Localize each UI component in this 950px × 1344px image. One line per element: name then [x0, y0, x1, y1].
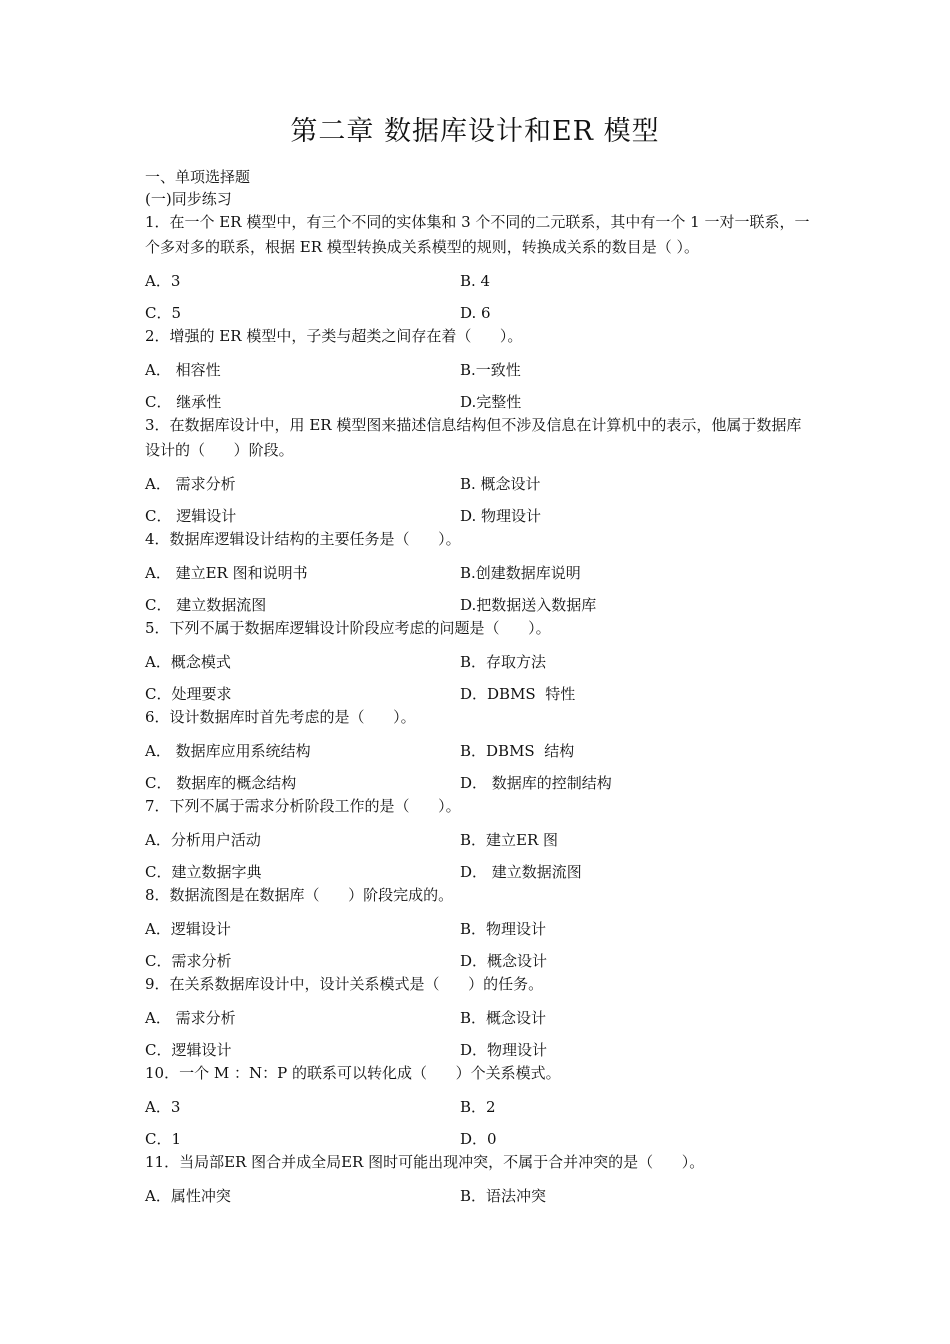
- option-c: C．处理要求: [145, 685, 232, 703]
- question-1: [145, 210, 810, 324]
- question-4: [145, 527, 810, 616]
- question-text: 8．数据流图是在数据库（ ）阶段完成的。: [145, 886, 454, 904]
- option-a: A． 建立ER 图和说明书: [145, 564, 308, 582]
- question-10: [145, 1061, 810, 1150]
- question-9: [145, 972, 810, 1061]
- question-6: [145, 705, 810, 794]
- option-c: C． 逻辑设计: [145, 507, 237, 525]
- question-8: [145, 883, 810, 972]
- option-a: A．概念模式: [145, 653, 231, 671]
- option-c: C． 建立数据流图: [145, 596, 267, 614]
- question-text: 1．在一个 ER 模型中，有三个不同的实体集和 3 个不同的二元联系，其中有一个 1 一对一联系，一个多对多的联系，根据 ER 模型转换成关系模型的规则，转换成关系的数目是（ ）。: [145, 213, 810, 256]
- option-b: B.一致性: [460, 361, 521, 379]
- question-text: 9．在关系数据库设计中，设计关系模式是（ ）的任务。: [145, 975, 544, 993]
- option-d: D．概念设计: [460, 952, 548, 970]
- option-b: B．概念设计: [460, 1009, 547, 1027]
- question-text: 10．一个 M ：N：P 的联系可以转化成（ ）个关系模式。: [145, 1064, 561, 1082]
- page-title: 第二章 数据库设计和ER 模型: [290, 116, 660, 147]
- question-2: [145, 324, 810, 413]
- option-d: D.完整性: [460, 393, 522, 411]
- option-b: B．物理设计: [460, 920, 547, 938]
- option-c: C． 数据库的概念结构: [145, 774, 297, 792]
- option-c: C．需求分析: [145, 952, 232, 970]
- option-a: A．属性冲突: [145, 1187, 231, 1205]
- question-text: 5．下列不属于数据库逻辑设计阶段应考虑的问题是（ ）。: [145, 619, 551, 637]
- option-b: B.创建数据库说明: [460, 564, 581, 582]
- section-heading: 一、单项选择题: [145, 168, 251, 186]
- question-text: 3．在数据库设计中，用 ER 模型图来描述信息结构但不涉及信息在计算机中的表示，他属于数据库设计的（ ）阶段。: [145, 416, 802, 459]
- option-d: D. 物理设计: [460, 507, 542, 525]
- question-text: 4．数据库逻辑设计结构的主要任务是（ ）。: [145, 530, 461, 548]
- option-d: D． 数据库的控制结构: [460, 774, 612, 792]
- question-11: [145, 1150, 810, 1207]
- option-b: B．存取方法: [460, 653, 547, 671]
- option-d: D．物理设计: [460, 1041, 548, 1059]
- option-b: B. 4: [460, 272, 491, 290]
- question-text: 6．设计数据库时首先考虑的是（ ）。: [145, 708, 416, 726]
- option-a: A．分析用户活动: [145, 831, 261, 849]
- option-c: C．逻辑设计: [145, 1041, 232, 1059]
- question-7: [145, 794, 810, 883]
- option-b: B．DBMS 结构: [460, 742, 575, 760]
- option-d: D． 建立数据流图: [460, 863, 582, 881]
- subsection-heading: (一)同步练习: [145, 190, 232, 208]
- question-text: 7．下列不属于需求分析阶段工作的是（ ）。: [145, 797, 461, 815]
- option-a: A． 相容性: [145, 361, 221, 379]
- option-d: D．DBMS 特性: [460, 685, 576, 703]
- option-d: D. 6: [460, 304, 491, 322]
- option-a: A．3: [145, 1098, 181, 1116]
- option-a: A．逻辑设计: [145, 920, 231, 938]
- option-d: D．0: [460, 1130, 497, 1148]
- option-a: A． 数据库应用系统结构: [145, 742, 311, 760]
- question-text: 2．增强的 ER 模型中，子类与超类之间存在着（ ）。: [145, 327, 523, 345]
- option-a: A． 需求分析: [145, 1009, 236, 1027]
- option-a: A． 需求分析: [145, 475, 236, 493]
- document-body: [145, 166, 810, 1207]
- question-text: 11．当局部ER 图合并成全局ER 图时可能出现冲突，不属于合并冲突的是（ ）。: [145, 1153, 705, 1171]
- option-c: C．1: [145, 1130, 182, 1148]
- question-3: [145, 413, 810, 527]
- option-c: C．5: [145, 304, 182, 322]
- option-d: D.把数据送入数据库: [460, 596, 597, 614]
- question-5: [145, 616, 810, 705]
- option-c: C．建立数据字典: [145, 863, 262, 881]
- option-b: B．建立ER 图: [460, 831, 559, 849]
- option-a: A．3: [145, 272, 181, 290]
- option-b: B．语法冲突: [460, 1187, 547, 1205]
- option-c: C． 继承性: [145, 393, 222, 411]
- option-b: B. 概念设计: [460, 475, 541, 493]
- option-b: B．2: [460, 1098, 496, 1116]
